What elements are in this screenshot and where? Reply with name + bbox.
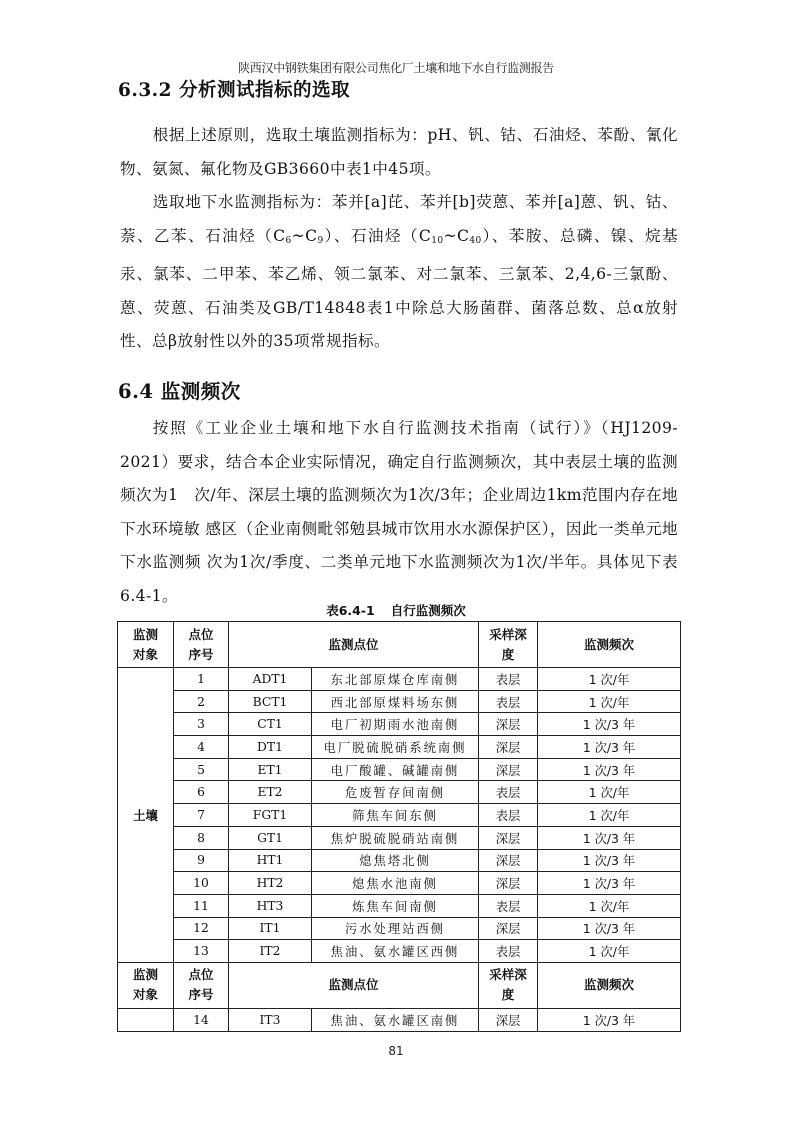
- cell-seq: 1: [174, 668, 229, 691]
- table-number: 表6.4-1: [326, 603, 375, 618]
- cell-frequency: 1 次/3 年: [538, 917, 681, 940]
- text-segment: ~C: [443, 226, 470, 245]
- cell-depth: 表层: [479, 804, 538, 827]
- cell-location: 东北部原煤仓库南侧: [312, 668, 479, 691]
- text-segment: ~C: [291, 226, 318, 245]
- cell-location: 焦油、氨水罐区南侧: [312, 1008, 479, 1031]
- cell-seq: 9: [174, 849, 229, 872]
- cell-code: IT2: [229, 940, 312, 963]
- cell-depth: 深层: [479, 758, 538, 781]
- cell-code: HT2: [229, 872, 312, 895]
- cell-code: HT1: [229, 849, 312, 872]
- header-location: 监测点位: [229, 622, 479, 668]
- table-row: [118, 690, 681, 713]
- cell-frequency: 1 次/年: [538, 690, 681, 713]
- cell-depth: 深层: [479, 917, 538, 940]
- text-segment: 选取地下水监测指标为：苯并[a]芘、苯并[b]荧蒽、苯并[a]蒽、钒、钴、萘、乙苯、石油烃（C: [120, 193, 678, 245]
- cell-frequency: 1 次/年: [538, 804, 681, 827]
- table-row: [118, 713, 681, 736]
- cell-depth: 深层: [479, 736, 538, 759]
- cell-frequency: 1 次/3 年: [538, 713, 681, 736]
- cell-code: IT1: [229, 917, 312, 940]
- table-caption: [0, 601, 792, 619]
- cell-location: 污水处理站西侧: [312, 917, 479, 940]
- group-cell-soil: 土壤: [118, 668, 174, 963]
- cell-depth: 深层: [479, 872, 538, 895]
- header-subject: 监测 对象: [118, 962, 174, 1008]
- header-frequency: 监测频次: [538, 962, 681, 1008]
- cell-seq: 13: [174, 940, 229, 963]
- section-heading-6-4: 6.4 监测频次: [118, 380, 241, 403]
- cell-seq: 14: [174, 1008, 229, 1031]
- cell-frequency: 1 次/年: [538, 940, 681, 963]
- cell-seq: 3: [174, 713, 229, 736]
- cell-location: 电厂脱硫脱硝系统南侧: [312, 736, 479, 759]
- header-seq: 点位 序号: [174, 962, 229, 1008]
- table-row: [118, 894, 681, 917]
- cell-location: 熄焦塔北侧: [312, 849, 479, 872]
- table-row: [118, 736, 681, 759]
- table-row: [118, 826, 681, 849]
- table-title: 自行监测频次: [390, 603, 466, 618]
- cell-seq: 8: [174, 826, 229, 849]
- table-row: [118, 872, 681, 895]
- cell-depth: 表层: [479, 781, 538, 804]
- cell-code: BCT1: [229, 690, 312, 713]
- section-heading-6-3-2: 6.3.2 分析测试指标的选取: [118, 80, 350, 101]
- running-header: 陕西汉中钢铁集团有限公司焦化厂土壤和地下水自行监测报告: [238, 61, 554, 75]
- cell-seq: 12: [174, 917, 229, 940]
- table-header-row-repeated: [118, 962, 681, 1008]
- cell-code: GT1: [229, 826, 312, 849]
- cell-code: ET2: [229, 781, 312, 804]
- cell-code: DT1: [229, 736, 312, 759]
- cell-frequency: 1 次/3 年: [538, 736, 681, 759]
- cell-code: HT3: [229, 894, 312, 917]
- cell-depth: 深层: [479, 849, 538, 872]
- cell-code: FGT1: [229, 804, 312, 827]
- subscript: 6: [285, 235, 292, 246]
- table-row: [118, 758, 681, 781]
- subscript: 10: [431, 235, 444, 246]
- cell-seq: 5: [174, 758, 229, 781]
- table-row: [118, 917, 681, 940]
- cell-frequency: 1 次/3 年: [538, 849, 681, 872]
- paragraph-monitoring-frequency: 按照《工业企业土壤和地下水自行监测技术指南（试行）》（HJ1209-2021）要求，结合本企业实际情况，确定自行监测频次，其中表层土壤的监测频次为1 次/年、深层土壤的监测频次为1次/3年；企业周边1km范围内存在地下水环境敏 感区（企业南侧毗邻勉县城市饮用水水源保护区），因此一类单元地下水监测频 次为1次/季度、二类单元地下水监测频次为1次/半年。具体见下表6.4-1。: [120, 419, 678, 605]
- subscript: 40: [469, 235, 482, 246]
- cell-location: 炼焦车间南侧: [312, 894, 479, 917]
- cell-depth: 表层: [479, 940, 538, 963]
- cell-frequency: 1 次/3 年: [538, 1008, 681, 1031]
- cell-seq: 10: [174, 872, 229, 895]
- table-row: [118, 1008, 681, 1031]
- header-location: 监测点位: [229, 962, 479, 1008]
- table-row: [118, 668, 681, 691]
- cell-location: 西北部原煤料场东侧: [312, 690, 479, 713]
- cell-location: 电厂酸罐、碱罐南侧: [312, 758, 479, 781]
- text-segment: ）、苯胺、总磷、镍、烷基汞、氯苯、二甲苯、苯乙烯、领二氯苯、对二氯苯、三氯苯、2,4,6-三氯酚、蒽、荧蒽、石油类及GB/T14848表1中除总大肠菌群、菌落总数、总α放射性、总β放射性以外的35项常规指标。: [120, 226, 678, 350]
- cell-depth: 深层: [479, 1008, 538, 1031]
- cell-location: 焦油、氨水罐区西侧: [312, 940, 479, 963]
- cell-frequency: 1 次/3 年: [538, 872, 681, 895]
- group-cell-continued: [118, 1008, 174, 1031]
- monitoring-frequency-table: [117, 621, 681, 1032]
- cell-depth: 表层: [479, 894, 538, 917]
- cell-frequency: 1 次/年: [538, 894, 681, 917]
- cell-location: 筛焦车间东侧: [312, 804, 479, 827]
- cell-location: 熄焦水池南侧: [312, 872, 479, 895]
- header-frequency: 监测频次: [538, 622, 681, 668]
- cell-frequency: 1 次/3 年: [538, 826, 681, 849]
- paragraph-soil-indicators: 根据上述原则，选取土壤监测指标为：pH、钒、钴、石油烃、苯酚、氰化物、氨氮、氟化物及GB3660中表1中45项。: [120, 126, 678, 178]
- header-subject: 监测 对象: [118, 622, 174, 668]
- header-depth: 采样深 度: [479, 962, 538, 1008]
- table-row: [118, 940, 681, 963]
- page-number: 81: [388, 1044, 404, 1058]
- cell-seq: 4: [174, 736, 229, 759]
- cell-depth: 深层: [479, 713, 538, 736]
- cell-frequency: 1 次/年: [538, 781, 681, 804]
- table-row: [118, 804, 681, 827]
- cell-code: ET1: [229, 758, 312, 781]
- cell-location: 电厂初期雨水池南侧: [312, 713, 479, 736]
- cell-seq: 7: [174, 804, 229, 827]
- cell-location: 焦炉脱硫脱硝站南侧: [312, 826, 479, 849]
- cell-location: 危废暂存间南侧: [312, 781, 479, 804]
- header-depth: 采样深 度: [479, 622, 538, 668]
- cell-depth: 表层: [479, 690, 538, 713]
- subscript: 9: [317, 235, 324, 246]
- table-header-row: [118, 622, 681, 668]
- cell-code: CT1: [229, 713, 312, 736]
- paragraph-groundwater-indicators: [120, 186, 678, 359]
- cell-code: ADT1: [229, 668, 312, 691]
- table-row: [118, 781, 681, 804]
- cell-code: IT3: [229, 1008, 312, 1031]
- table-row: [118, 849, 681, 872]
- cell-depth: 深层: [479, 826, 538, 849]
- cell-seq: 6: [174, 781, 229, 804]
- cell-frequency: 1 次/年: [538, 668, 681, 691]
- cell-seq: 2: [174, 690, 229, 713]
- header-seq: 点位 序号: [174, 622, 229, 668]
- cell-depth: 表层: [479, 668, 538, 691]
- cell-seq: 11: [174, 894, 229, 917]
- cell-frequency: 1 次/3 年: [538, 758, 681, 781]
- text-segment: ）、石油烃（C: [323, 226, 432, 245]
